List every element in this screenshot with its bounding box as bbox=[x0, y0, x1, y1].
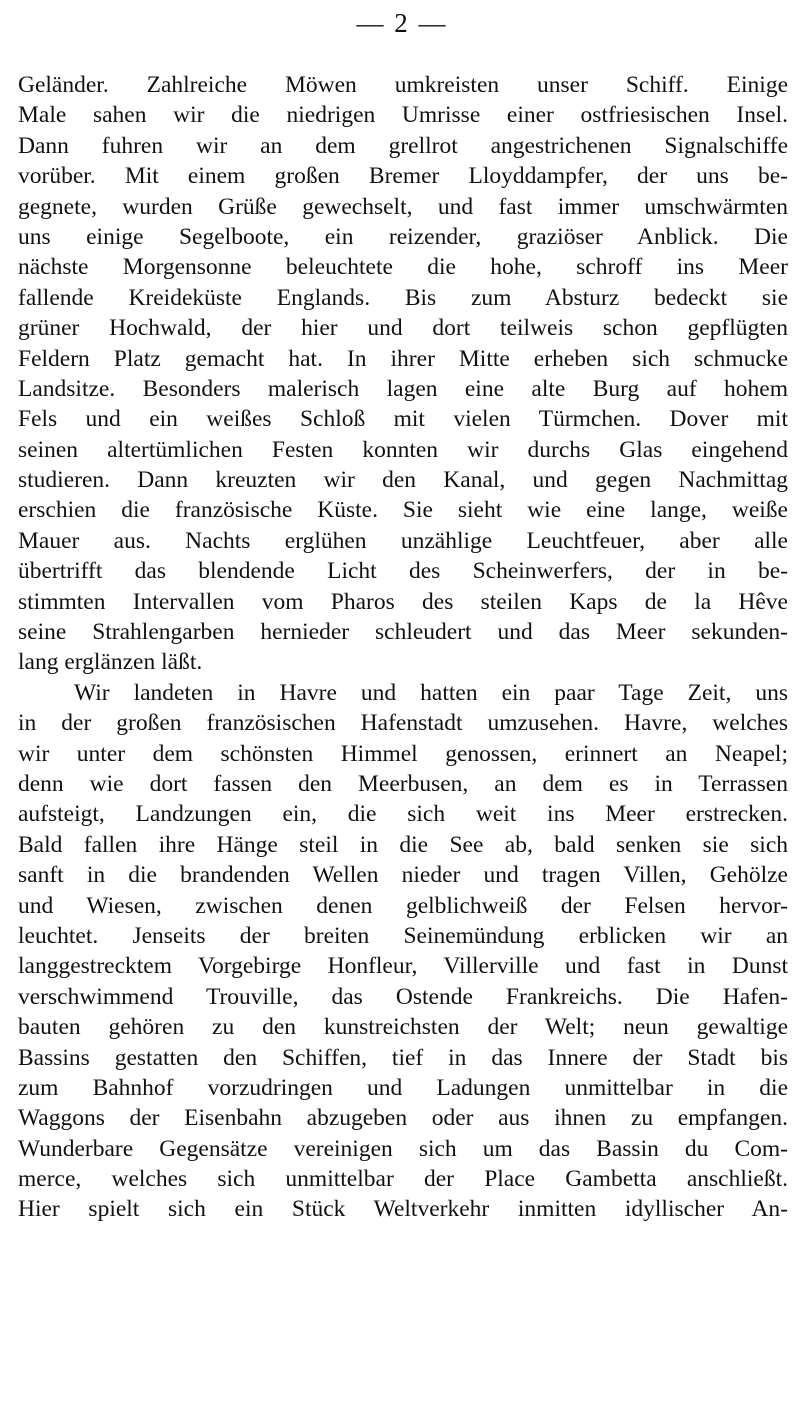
text-line: Fels und ein weißes Schloß mit vielen Türmchen. Dover mit bbox=[18, 406, 788, 433]
text-line: studieren. Dann kreuzten wir den Kanal, und gegen Nachmittag bbox=[18, 467, 788, 494]
text-line: Landsitze. Besonders malerisch lagen eine alte Burg auf hohem bbox=[18, 375, 788, 402]
text-line: gegnete, wurden Grüße gewechselt, und fast immer umschwärmten bbox=[18, 193, 788, 220]
text-line: zum Bahnhof vorzudringen und Ladungen unmittelbar in die bbox=[18, 1074, 788, 1101]
text-line: Bassins gestatten den Schiffen, tief in das Innere der Stadt bis bbox=[18, 1044, 788, 1071]
text-line: und Wiesen, zwischen denen gelblichweiß der Felsen hervor- bbox=[18, 892, 788, 919]
text-line: Geländer. Zahlreiche Möwen umkreisten unser Schiff. Einige bbox=[18, 72, 788, 98]
text-line: Male sahen wir die niedrigen Umrisse einer ostfriesischen Insel. bbox=[18, 102, 788, 129]
text-line: Hier spielt sich ein Stück Weltverkehr inmitten idyllischer An- bbox=[18, 1196, 788, 1223]
text-line: wir unter dem schönsten Himmel genossen, erinnert an Neapel; bbox=[18, 740, 788, 767]
text-line: langgestrecktem Vorgebirge Honfleur, Villerville und fast in Dunst bbox=[18, 953, 788, 980]
text-line: stimmten Intervallen vom Pharos des steilen Kaps de la Hêve bbox=[18, 588, 788, 615]
body-text bbox=[18, 70, 788, 1225]
text-line: uns einige Segelboote, ein reizender, graziöser Anblick. Die bbox=[18, 223, 788, 250]
text-line: vorüber. Mit einem großen Bremer Lloyddampfer, der uns be- bbox=[18, 163, 788, 190]
text-line: Dann fuhren wir an dem grellrot angestrichenen Signalschiffe bbox=[18, 132, 788, 159]
text-line: Waggons der Eisenbahn abzugeben oder aus ihnen zu empfangen. bbox=[18, 1105, 788, 1132]
paragraph-2 bbox=[18, 678, 788, 1225]
text-line: merce, welches sich unmittelbar der Place Gambetta anschließt. bbox=[18, 1166, 788, 1193]
text-line: lang erglänzen läßt. bbox=[18, 649, 203, 676]
text-line: aufsteigt, Landzungen ein, die sich weit ins Meer erstrecken. bbox=[18, 801, 788, 828]
text-line: bauten gehören zu den kunstreichsten der Welt; neun gewaltige bbox=[18, 1014, 788, 1041]
text-line: leuchtet. Jenseits der breiten Seinemündung erblicken wir an bbox=[18, 922, 788, 949]
text-line: grüner Hochwald, der hier und dort teilweis schon gepflügten bbox=[18, 315, 788, 342]
text-line: fallende Kreideküste Englands. Bis zum Absturz bedeckt sie bbox=[18, 284, 788, 311]
text-line: Wunderbare Gegensätze vereinigen sich um das Bassin du Com- bbox=[18, 1135, 788, 1162]
text-line: Bald fallen ihre Hänge steil in die See ab, bald senken sie sich bbox=[18, 831, 788, 858]
text-line: nächste Morgensonne beleuchtete die hohe, schroff ins Meer bbox=[18, 254, 788, 281]
page-number: — 2 — bbox=[356, 8, 448, 38]
text-line: in der großen französischen Hafenstadt umzusehen. Havre, welches bbox=[18, 710, 788, 737]
text-line: seinen altertümlichen Festen konnten wir durchs Glas eingehend bbox=[18, 436, 788, 463]
text-line: seine Strahlengarben hernieder schleudert und das Meer sekunden- bbox=[18, 619, 788, 646]
text-line: sanft in die brandenden Wellen nieder und tragen Villen, Gehölze bbox=[18, 862, 788, 889]
text-line: Wir landeten in Havre und hatten ein paar Tage Zeit, uns bbox=[74, 679, 788, 706]
text-line: verschwimmend Trouville, das Ostende Frankreichs. Die Hafen- bbox=[18, 983, 788, 1010]
text-line: erschien die französische Küste. Sie sieht wie eine lange, weiße bbox=[18, 497, 788, 524]
text-line: übertrifft das blendende Licht des Scheinwerfers, der in be- bbox=[18, 558, 788, 585]
text-line: Feldern Platz gemacht hat. In ihrer Mitte erheben sich schmucke bbox=[18, 345, 788, 372]
paragraph-1 bbox=[18, 70, 788, 678]
text-line: Mauer aus. Nachts erglühen unzählige Leuchtfeuer, aber alle bbox=[18, 527, 788, 554]
text-line: denn wie dort fassen den Meerbusen, an dem es in Terrassen bbox=[18, 770, 788, 797]
